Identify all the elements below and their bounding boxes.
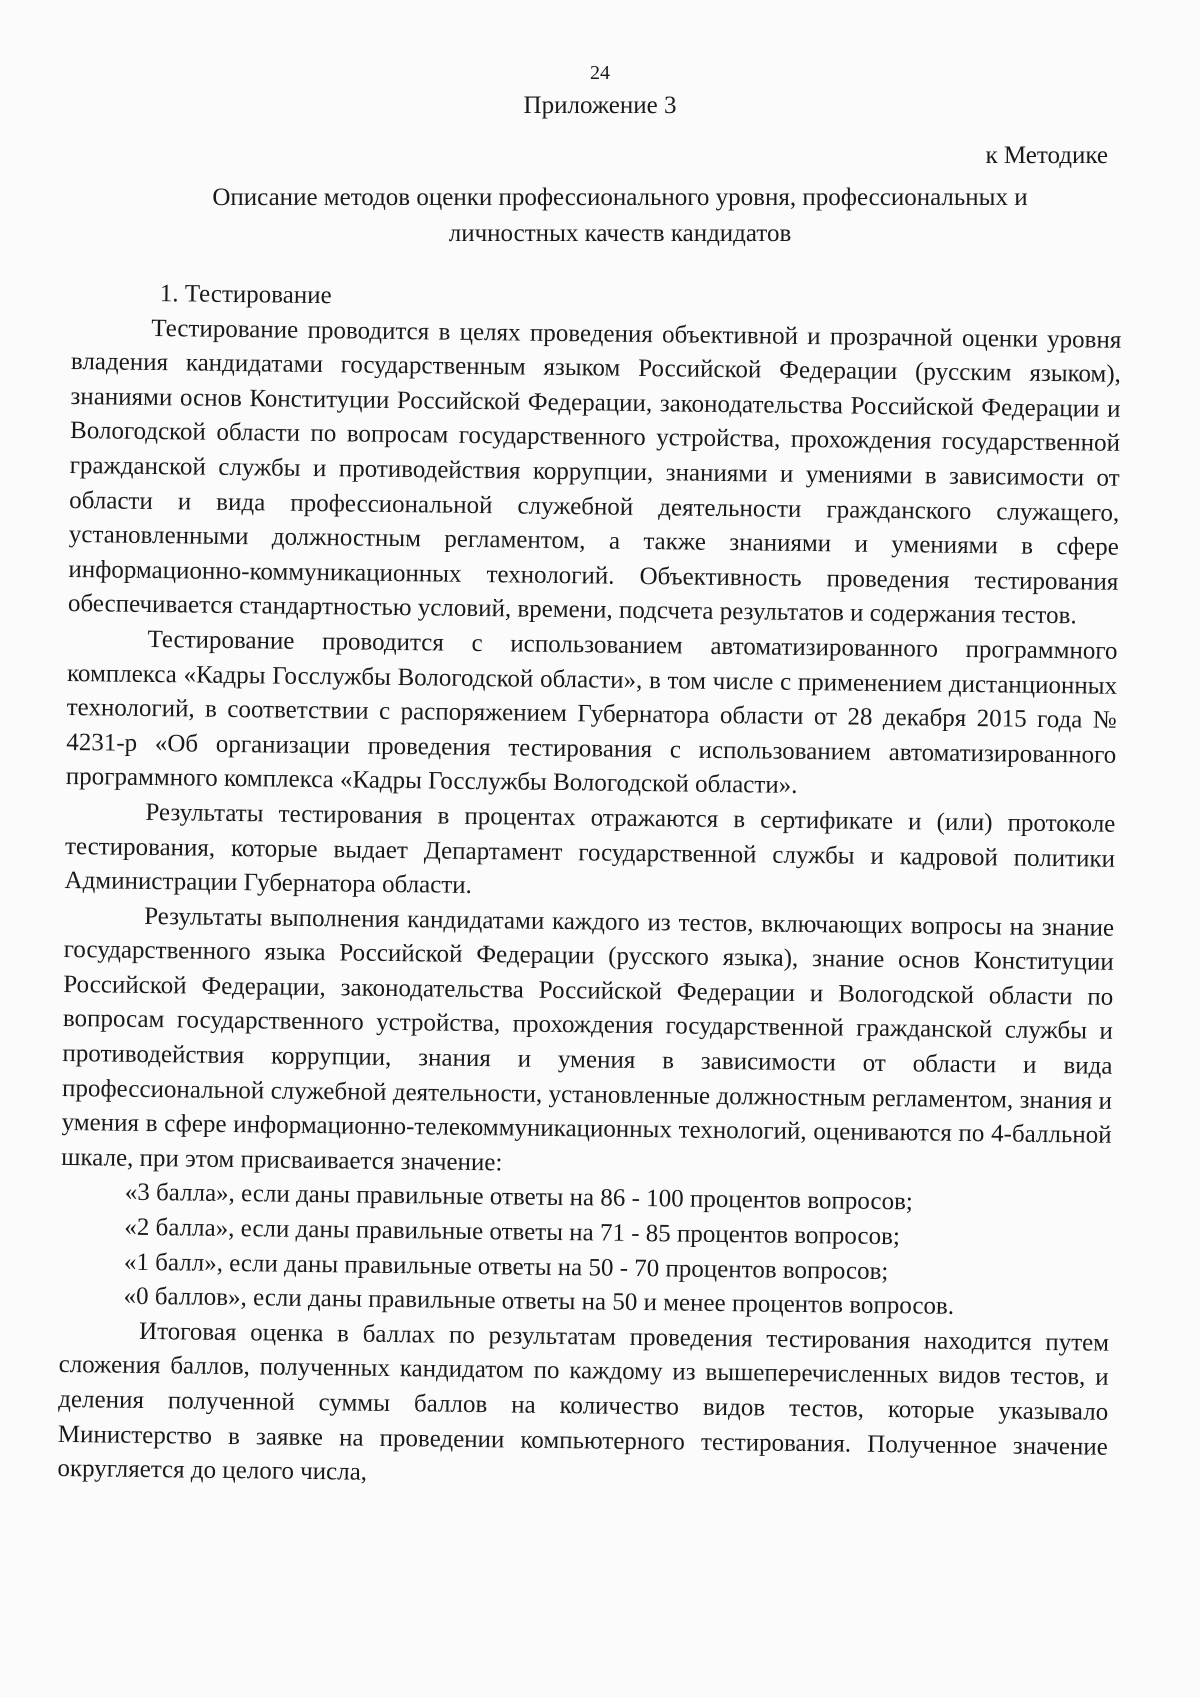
paragraph-testing-software: Тестирование проводится с использованием автоматизированного программного комплекса «Кадры Госслужбы Вологодской области», в том числе с применением дистанционных технологий, в соответствии с распоряжением Губернатора области от 28 декабря 2015 года № 4231-р «Об организации проведения тестирования с использованием автоматизированного программного комплекса «Кадры Госслужбы Вологодской области».: [65, 625, 1118, 800]
document-body: [57, 276, 1122, 1500]
page-number: 24: [590, 62, 610, 84]
method-reference: к Методике: [985, 142, 1108, 169]
score-list: [59, 1175, 1111, 1326]
document-title: Описание методов оценки профессионального уровня, профессиональных и личностных качеств кандидатов: [212, 184, 1028, 247]
appendix-label: Приложение 3: [523, 92, 677, 119]
score-item-3: «3 балла», если даны правильные ответы на 86 - 100 процентов вопросов;: [124, 1179, 913, 1216]
score-item-0: «0 баллов», если даны правильные ответы на 50 и менее процентов вопросов.: [123, 1282, 955, 1321]
score-item-1: «1 балл», если даны правильные ответы на 50 - 70 процентов вопросов;: [123, 1248, 889, 1285]
paragraph-scoring-scale: Результаты выполнения кандидатами каждого из тестов, включающих вопросы на знание государственного языка Российской Федерации (русского языка), знание основ Конституции Российской Федерации, законодательства Российской Федерации и Вологодской области по вопросам государственного устройства, прохождения государственной гражданской службы и противодействия коррупции, знания и умения в зависимости от области и вида профессиональной служебной деятельности, установленные должностным регламентом, знания и умения в сфере информационно-телекоммуникационных технологий, оцениваются по 4-балльной шкале, при этом присваивается значение:: [61, 902, 1115, 1177]
paragraph-final-score: Итоговая оценка в баллах по результатам проведения тестирования находится путем сложения баллов, полученных кандидатом по каждому из вышеперечисленных видов тестов, и деления полученной суммы баллов на количество видов тестов, которые указывало Министерство в заявке на проведении компьютерного тестирования. Полученное значение округляется до целого числа,: [57, 1317, 1110, 1486]
paragraph-testing-purpose: Тестирование проводится в целях проведения объективной и прозрачной оценки уровня владения кандидатами государственным языком Российской Федерации (русским языком), знаниями основ Конституции Российской Федерации, законодательства Российской Федерации и Вологодской области по вопросам государственного устройства, прохождения государственной гражданской службы и противодействия коррупции, знаниями и умениями в зависимости от области и вида профессиональной служебной деятельности гражданского служащего, установленными должностным регламентом, а также знаниями и умениями в сфере информационно-коммуникационных технологий. Объективность проведения тестирования обеспечивается стандартностью условий, времени, подсчета результатов и содержания тестов.: [67, 314, 1122, 630]
score-item-2: «2 балла», если даны правильные ответы на 71 - 85 процентов вопросов;: [124, 1213, 901, 1251]
paragraph-testing-results: Результаты тестирования в процентах отражаются в сертификате и (или) протоколе тестирования, которые выдает Департамент государственной службы и кадровой политики Администрации Губернатора области.: [64, 798, 1116, 900]
section-heading: 1. Тестирование: [159, 280, 332, 310]
